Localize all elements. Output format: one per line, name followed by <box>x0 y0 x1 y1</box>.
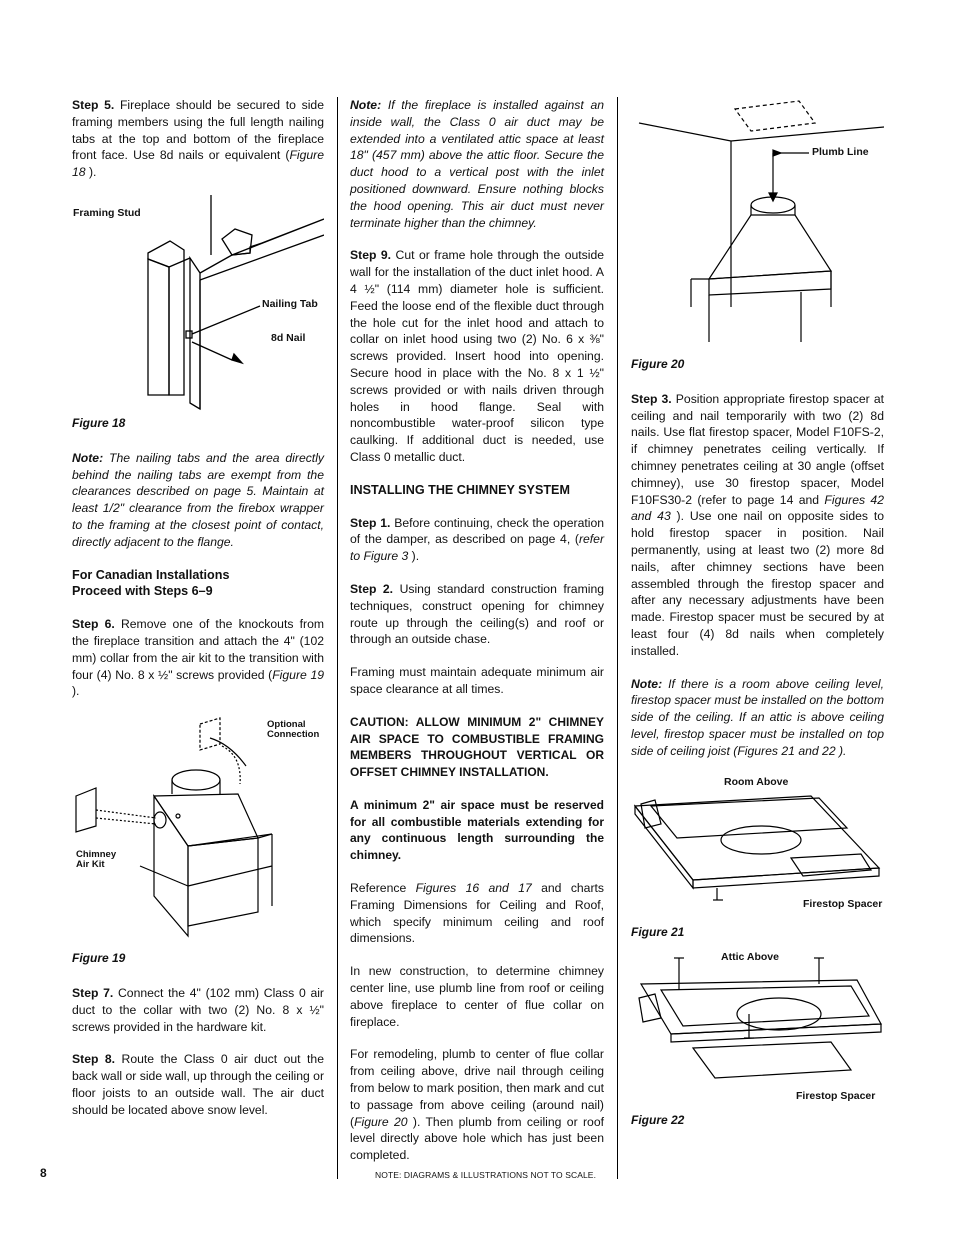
label-framing-stud: Framing Stud <box>73 206 141 219</box>
figure-21-caption: Figure 21 <box>631 924 685 939</box>
firestop-room-above-illustration <box>631 776 884 916</box>
label-chimney-air-kit: Chimney Air Kit <box>76 849 117 871</box>
note-room-attic: Note: If there is a room above ceiling level, firestop spacer must be installed on the bottom side of the ceiling. If an attic is above ceiling level, firestop spacer must be installed on top side of ceiling joist (Figures 21 and 22 ). <box>631 676 884 758</box>
figure-19 <box>72 716 324 938</box>
footer-note: NOTE: DIAGRAMS & ILLUSTRATIONS NOT TO SCALE. <box>375 1170 597 1180</box>
step-7: Step 7. Connect the 4" (102 mm) Class 0 air duct to the collar with two (2) No. 8 x ½" screws provided in the hardware kit. <box>72 985 324 1034</box>
step-8: Step 8. Route the Class 0 air duct out the back wall or side wall, up through the ceiling or floor joists to an outside wall. The air duct should be located above snow level. <box>72 1052 325 1117</box>
label-firestop-spacer-22: Firestop Spacer <box>796 1090 876 1103</box>
figure-22 <box>631 951 884 1114</box>
page-number: 8 <box>40 1166 47 1180</box>
figure-20-caption: Figure 20 <box>631 357 685 371</box>
column-3 <box>631 97 884 1143</box>
figure-18 <box>72 195 324 415</box>
minimum-airspace: A minimum 2" air space must be reserved for all combustible materials extending for any continuous length surrounding the chimney. <box>350 797 604 863</box>
note-inside-wall: Note: If the fireplace is installed against an inside wall, the Class 0 air duct may be extended into a ventilated attic space at least 18" (457 mm) above the attic floor. Secure the duct hood to a vertical post with the inlet positioned downward. Ensure nothing blocks the hood opening. This air duct must never terminate higher than the chimney. <box>350 98 604 230</box>
figure-22-caption: Figure 22 <box>631 1113 685 1128</box>
chimney-system-heading: INSTALLING THE CHIMNEY SYSTEM <box>350 482 570 497</box>
canadian-heading: For Canadian Installations Proceed with Steps 6–9 <box>72 567 230 599</box>
reference-figures: Reference Figures 16 and 17 and charts Framing Dimensions for Ceiling and Roof, which specify minimum ceiling and roof dimensions. <box>350 881 605 946</box>
new-construction: In new construction, to determine chimney center line, use plumb line from roof or ceiling above fireplace to center of flue collar on fireplace. <box>350 964 604 1029</box>
chimney-step-2: Step 2. Using standard construction framing techniques, construct opening for chimney route up through the ceiling(s) and roof or through an outside chase. <box>350 581 604 647</box>
note-nailing-tabs: Note: The nailing tabs and the area directly behind the nailing tabs are exempt from the clearances described on page 5. Maintain at least 1/2" clearance from the firebox wrapper to the framing at the closest point of contact, directly adjacent to the flange. <box>72 450 324 549</box>
remodeling: For remodeling, plumb to center of flue collar from ceiling above, drive nail through ceiling from below to mark position, then mark and cut to passage from above ceiling (around nail) (Figure 20 ). Then plumb from ceiling or roof level directly above hole which has just been completed. <box>350 1047 604 1163</box>
label-optional-connection: Optional Connection <box>267 719 320 741</box>
figure-18-caption: Figure 18 <box>72 415 126 430</box>
caution-airspace: CAUTION: ALLOW MINIMUM 2" CHIMNEY AIR SPACE TO COMBUSTIBLE FRAMING MEMBERS THROUGHOUT VERTICAL OR OFFSET CHIMNEY INSTALLATION. <box>350 714 604 780</box>
framing-clearance: Framing must maintain adequate minimum air space clearance at all times. <box>350 665 604 696</box>
column-divider-left <box>337 97 338 1179</box>
step-5: Step 5. Fireplace should be secured to side framing members using the full length nailing tabs at the top and bottom of the fireplace front face. Use 8d nails or equivalent (Figure 18 ). <box>72 98 324 180</box>
plumb-line-illustration <box>631 97 884 342</box>
step-6: Step 6. Remove one of the knockouts from the fireplace transition and attach the 4" (102 mm) collar from the air kit to the transition with four (4) No. 8 x ½" screws provided (Figure 19 ). <box>72 617 325 699</box>
label-8d-nail: 8d Nail <box>271 331 306 344</box>
label-plumb-line: Plumb Line <box>812 146 869 158</box>
column-divider-right <box>617 97 618 1179</box>
figure-21 <box>631 776 884 916</box>
chimney-step-1: Step 1. Before continuing, check the operation of the damper, as described on page 4, (refer to Figure 3 ). <box>350 515 604 564</box>
step-3: Step 3. Position appropriate firestop spacer at ceiling and nail temporarily with two (2) 8d nails. Use flat firestop spacer, Model F10FS-2, if chimney penetrates ceiling vertically. If chimney penetrates ceiling at 30 angle (offset chimney), use 30 firestop spacer, Model F10FS30-2 (refer to page 14 and Figures 42 and 43 ). Use one nail on opposite sides to hold firestop spacer in position. Nail permanently, using at least two (2) more 8d nails, after chimney sections have been assembled through the firestop spacer and after any necessary adjustments have been made. Firestop spacer must be secured by at least four (4) 8d nails when completely installed. <box>631 391 884 658</box>
column-1 <box>72 97 324 1135</box>
column-2 <box>350 97 604 1180</box>
figure-20 <box>631 97 884 342</box>
label-firestop-spacer-21: Firestop Spacer <box>803 897 883 910</box>
label-nailing-tab: Nailing Tab <box>262 297 318 310</box>
label-room-above: Room Above <box>724 775 789 788</box>
air-kit-illustration <box>72 716 324 938</box>
figure-19-caption: Figure 19 <box>72 951 126 966</box>
step-9: Step 9. Cut or frame hole through the outside wall for the installation of the duct inlet hood. A 4 ½" (114 mm) diameter hole is sufficient. Feed the loose end of the flexible duct through the hole cut for the inlet hood and attach to collar on inlet hood using two (2) No. 6 x ⅜" screws provided. Insert hood into opening. Secure hood in place with the No. 8 x 1 ½" screws provided or with nails driven through holes in hood flange. Seal with noncombustible water-proof silicon type caulking. If additional duct is needed, use Class 0 metallic duct. <box>350 248 604 464</box>
label-attic-above: Attic Above <box>721 951 779 964</box>
